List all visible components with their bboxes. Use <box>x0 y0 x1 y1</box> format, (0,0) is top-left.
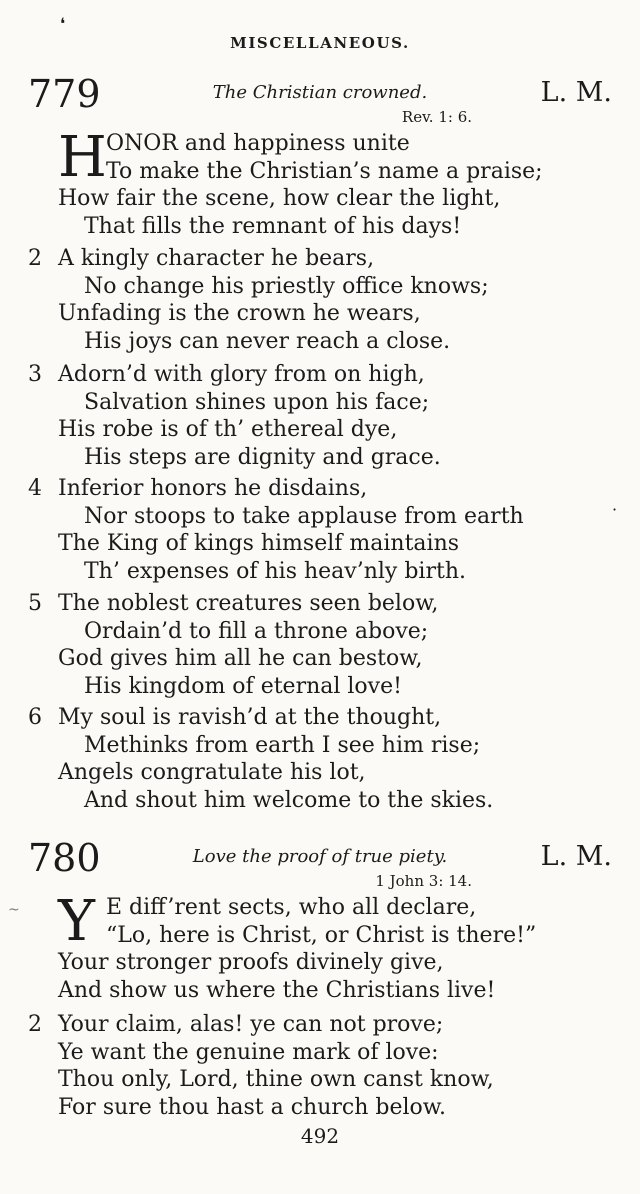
verse-number: 5 <box>28 591 42 616</box>
verse-line: No change his priestly office knows; <box>84 273 489 299</box>
verse-line: How fair the scene, how clear the light, <box>58 186 501 211</box>
verse-line: Thou only, Lord, thine own canst know, <box>58 1067 494 1092</box>
margin-dash: ~ <box>8 902 20 918</box>
verse-line: His steps are dignity and grace. <box>84 444 441 470</box>
verse-line: Unfading is the crown he wears, <box>58 301 421 326</box>
stanza-4 <box>28 475 612 585</box>
verse-line: Methinks from earth I see him rise; <box>84 732 481 758</box>
verse-line: His robe is of th’ ethereal dye, <box>58 417 398 442</box>
hymn-title: Love the proof of true piety. <box>192 846 448 867</box>
stanza-2 <box>28 245 612 355</box>
verse-number: 3 <box>28 362 42 387</box>
stanza-1 <box>28 125 612 240</box>
hymn-meter: L. M. <box>540 841 612 872</box>
verse-line: E diff’rent sects, who all declare, <box>106 895 477 920</box>
drop-cap: Y <box>58 889 95 954</box>
verse-line: A kingly character he bears, <box>58 246 375 271</box>
verse-line: Adorn’d with glory from on high, <box>58 362 425 387</box>
hymn-meter: L. M. <box>540 77 612 108</box>
verse-number: 4 <box>28 476 42 501</box>
verse-line: Inferior honors he disdains, <box>58 476 368 501</box>
stanza-2 <box>28 1011 612 1121</box>
verse-line: “Lo, here is Christ, or Christ is there!” <box>106 922 537 948</box>
stanza-6 <box>28 704 612 814</box>
page-number: 492 <box>300 1124 340 1148</box>
scripture-reference: 1 John 3: 14. <box>375 872 472 890</box>
hymn-number: 779 <box>28 72 101 116</box>
corner-mark: ❛ <box>60 14 66 33</box>
hymn-title: The Christian crowned. <box>212 82 428 103</box>
verse-line: Your stronger proofs divinely give, <box>58 950 444 975</box>
verse-line: Your claim, alas! ye can not prove; <box>58 1012 444 1037</box>
verse-number: 2 <box>28 246 42 271</box>
hymn-header <box>28 72 612 126</box>
verse-line: My soul is ravish’d at the thought, <box>58 705 442 730</box>
running-head: MISCELLANEOUS. <box>230 34 410 52</box>
stray-mark: · <box>612 500 618 519</box>
verse-line: That fills the remnant of his days! <box>84 213 462 239</box>
verse-line: To make the Christian’s name a praise; <box>106 158 543 184</box>
verse-line: Angels congratulate his lot, <box>58 760 366 785</box>
verse-line: His kingdom of eternal love! <box>84 673 402 699</box>
verse-line: And shout him welcome to the skies. <box>84 787 494 813</box>
verse-line: For sure thou hast a church below. <box>58 1094 446 1120</box>
verse-line: Salvation shines upon his face; <box>84 389 430 415</box>
verse-line: God gives him all he can bestow, <box>58 646 423 671</box>
verse-line: Ye want the genuine mark of love: <box>58 1039 439 1065</box>
verse-line: And show us where the Christians live! <box>58 977 496 1003</box>
stanza-1 <box>28 889 612 1004</box>
stanza-5 <box>28 590 612 700</box>
verse-number: 6 <box>28 705 42 730</box>
drop-cap: H <box>58 125 107 190</box>
scripture-reference: Rev. 1: 6. <box>401 108 472 126</box>
verse-line: Th’ expenses of his heav’nly birth. <box>84 558 466 584</box>
hymn-number: 780 <box>28 836 101 880</box>
verse-line: Ordain’d to fill a throne above; <box>84 618 429 644</box>
verse-line: The King of kings himself maintains <box>58 531 460 556</box>
verse-line: His joys can never reach a close. <box>84 328 451 354</box>
verse-number: 2 <box>28 1012 42 1037</box>
stanza-3 <box>28 361 612 471</box>
verse-line: Nor stoops to take applause from earth <box>84 503 524 529</box>
hymn-header <box>28 836 612 890</box>
verse-line: ONOR and happiness unite <box>106 131 410 156</box>
verse-line: The noblest creatures seen below, <box>58 591 439 616</box>
